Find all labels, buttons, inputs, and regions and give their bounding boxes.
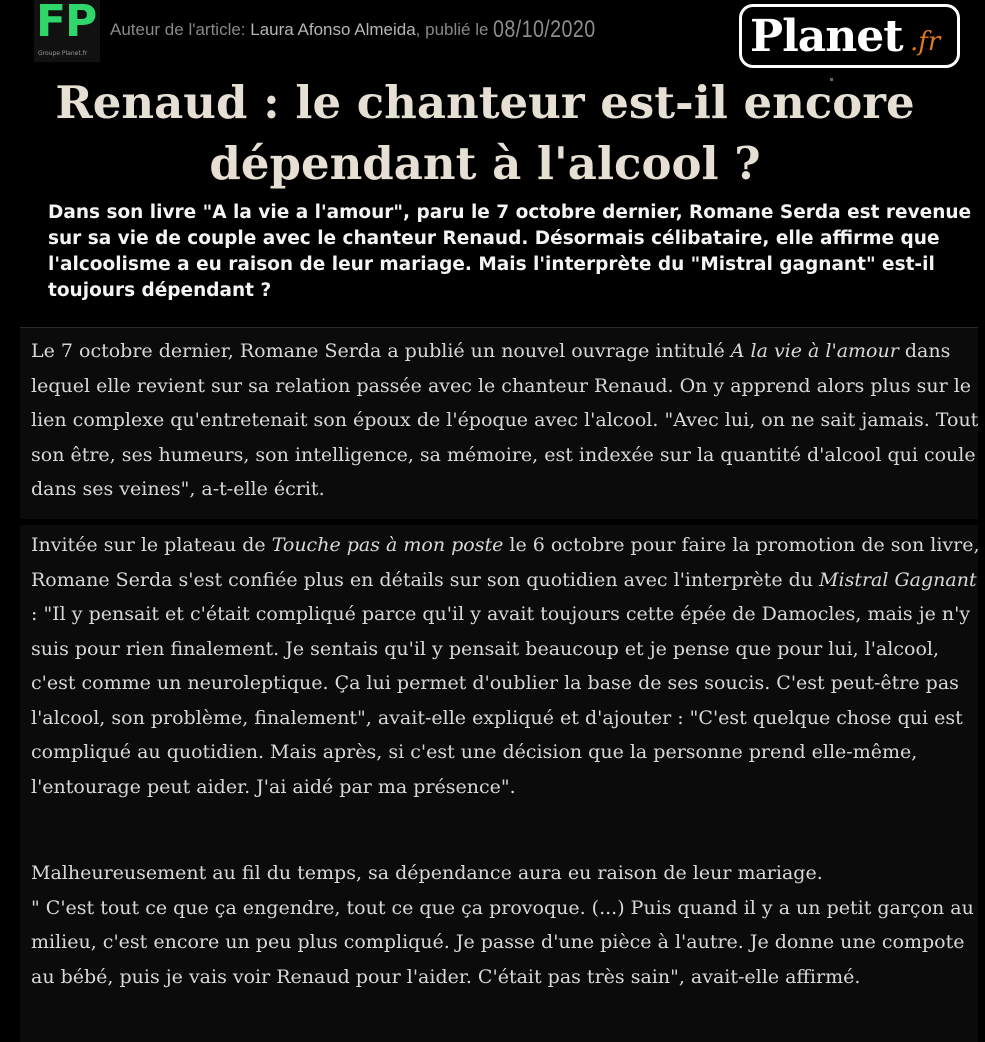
fp-logo[interactable]	[34, 0, 100, 62]
p1-text-b: dans lequel elle revient sur sa relation passée avec le chanteur Renaud. On y apprend alors plus sur le lien complexe qu'entretenait son époux de l'époque avec l'alcool. "Avec lui, on ne sait jamais. Tout son être, ses humeurs, son intelligence, sa mémoire, est indexée sur la quantité d'alcool qui coule dans ses veines", a-t-elle écrit.	[31, 340, 979, 500]
p2-text-a: Invitée sur le plateau de	[31, 534, 272, 556]
p2-text-b: le 6 octobre pour faire la promotion de son livre, Romane Serda s'est confiée plus en détails sur son quotidien avec l'interprète du	[31, 534, 980, 591]
article-paragraph-3	[31, 856, 981, 994]
p3-quote: " C'est tout ce que ça engendre, tout ce que ça provoque. (...) Puis quand il y a un petit garçon au milieu, c'est encore un peu plus compliqué. Je passe d'une pièce à l'autre. Je donne une compote au bébé, puis je vais voir Renaud pour l'aider. C'était pas très sain", avait-elle affirmé.	[31, 896, 974, 988]
song-title: Mistral Gagnant	[819, 568, 977, 591]
article-title: Renaud : le chanteur est-il encore dépendant à l'alcool ?	[55, 76, 915, 190]
article-paragraph-2	[31, 528, 981, 804]
article-lede: Dans son livre "A la vie a l'amour", paru le 7 octobre dernier, Romane Serda est revenue sur sa vie de couple avec le chanteur Renaud. Désormais célibataire, elle affirme que l'alcoolisme a eu raison de leur mariage. Mais l'interprète du "Mistral gagnant" est-il toujours dépendant ?	[48, 202, 972, 301]
planet-logo-word: Planet	[750, 11, 903, 62]
p3-line-1: Malheureusement au fil du temps, sa dépendance aura eu raison de leur mariage.	[31, 862, 823, 884]
published-prefix: , publié le	[415, 20, 494, 39]
p2-text-c: : "Il y pensait et c'était compliqué parce qu'il y avait toujours cette épée de Damocles, mais je n'y suis pour rien finalement. Je sentais qu'il y pensait beaucoup et je pense que pour lui, l'alcool, c'est comme un neuroleptique. Ça lui permet d'oublier la base de ses soucis. C'est peut-être pas l'alcool, son problème, finalement", avait-elle expliqué et d'ajouter : "C'est quelque chose qui est compliqué au quotidien. Mais après, si c'est une décision que la personne prend elle-même, l'entourage peut aider. J'ai aidé par ma présence".	[31, 603, 971, 798]
show-title: Touche pas à mon poste	[271, 534, 504, 556]
article-paragraph-1	[31, 334, 981, 507]
byline	[110, 14, 618, 42]
byline-prefix: Auteur de l'article:	[110, 20, 251, 39]
p1-text-a: Le 7 octobre dernier, Romane Serda a publié un nouvel ouvrage intitulé	[31, 340, 731, 362]
fp-logo-text: FP	[36, 0, 97, 47]
publish-date: 08/10/2020	[493, 16, 596, 43]
fp-logo-subtitle: Groupe Planet.fr	[38, 50, 88, 57]
author-name[interactable]: Laura Afonso Almeida	[250, 20, 416, 39]
paragraph-divider	[20, 519, 978, 525]
planet-logo-tld: .fr	[910, 27, 941, 57]
book-title: A la vie à l'amour	[730, 340, 899, 362]
planet-fr-logo[interactable]	[739, 4, 960, 68]
